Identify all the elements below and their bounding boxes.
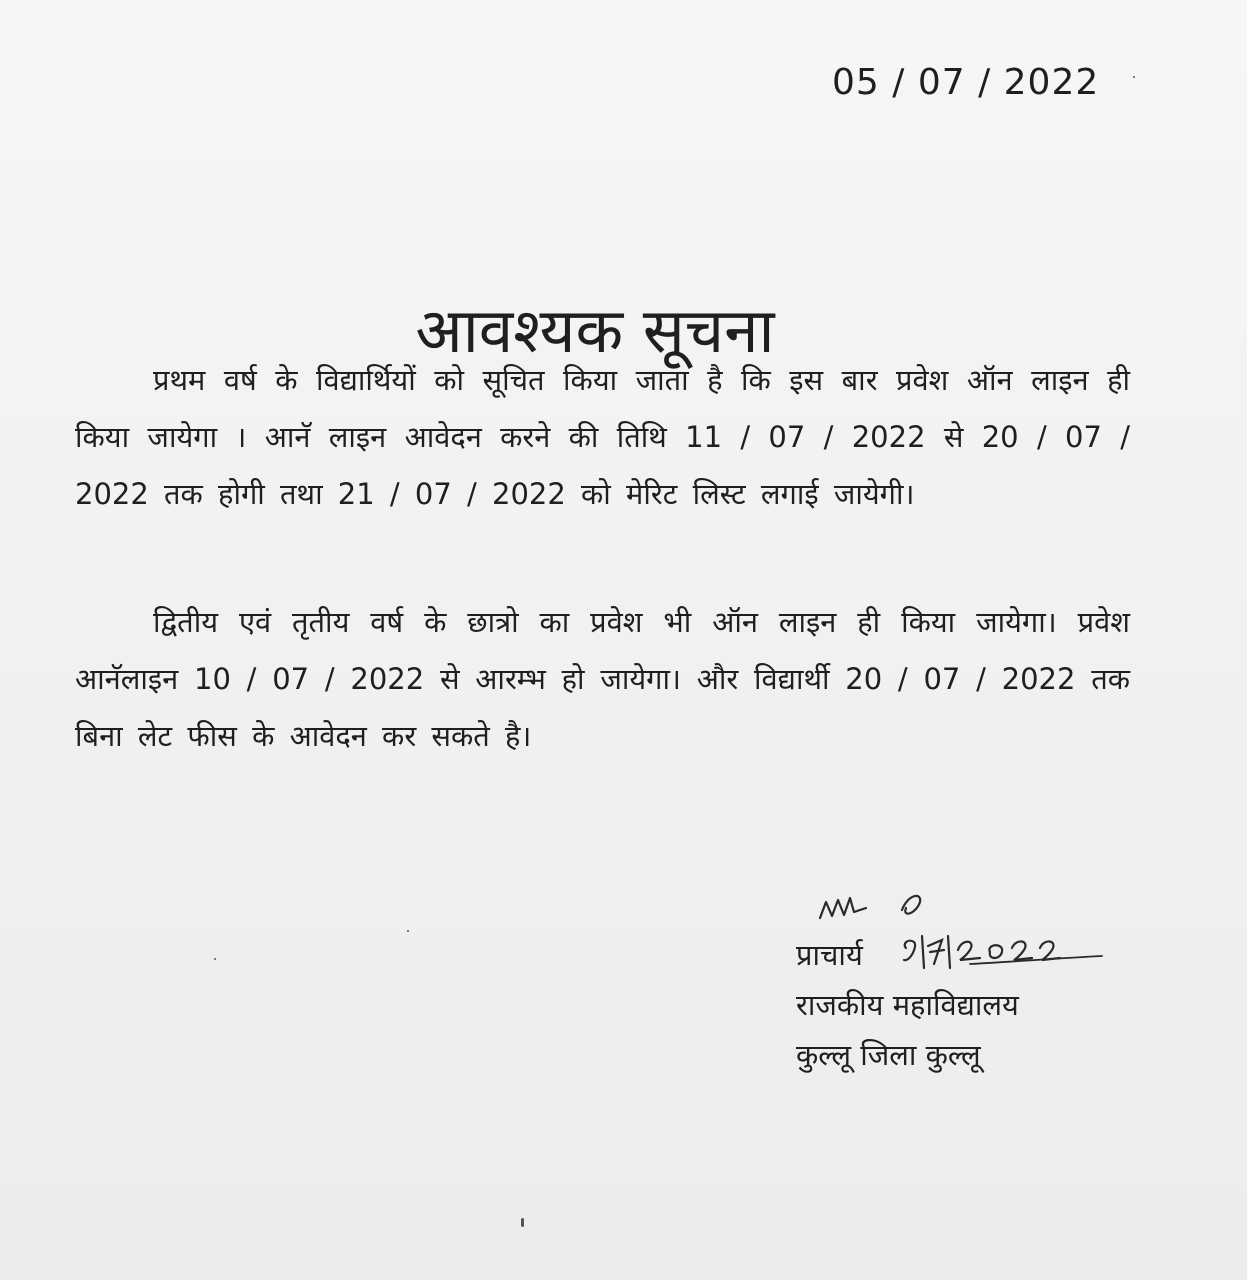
notice-title: आवश्यक सूचना — [415, 293, 775, 367]
paper-speck — [214, 958, 216, 960]
paper-speck — [521, 1218, 524, 1227]
notice-paragraph-second-third-year: द्वितीय एवं तृतीय वर्ष के छात्रो का प्रवेश भी ऑन लाइन ही किया जायेगा। प्रवेश आनॅलाइन 10 / 07 / 2022 से आरम्भ हो जायेगा। और विद्यार्थी 20 / 07 / 2022 तक बिना लेट फीस के आवेदन कर सकते है। — [75, 605, 1130, 753]
paper-speck — [1133, 76, 1135, 78]
designation: प्राचार्य — [796, 938, 863, 972]
notice-date: 05 / 07 / 2022 — [832, 62, 1100, 103]
institution-name: राजकीय महाविद्यालय — [796, 988, 1019, 1022]
institution-location: कुल्लू जिला कुल्लू — [796, 1038, 981, 1072]
signature-block — [796, 930, 1019, 1080]
notice-paragraph-first-year: प्रथम वर्ष के विद्यार्थियों को सूचित किया जाता है कि इस बार प्रवेश ऑन लाइन ही किया जायेगा । आनॅ लाइन आवेदन करने की तिथि 11 / 07 / 2022 से 20 / 07 / 2022 तक होगी तथा 21 / 07 / 2022 को मेरिट लिस्ट लगाई जायेगी। — [75, 363, 1130, 511]
paper-speck — [407, 930, 409, 932]
